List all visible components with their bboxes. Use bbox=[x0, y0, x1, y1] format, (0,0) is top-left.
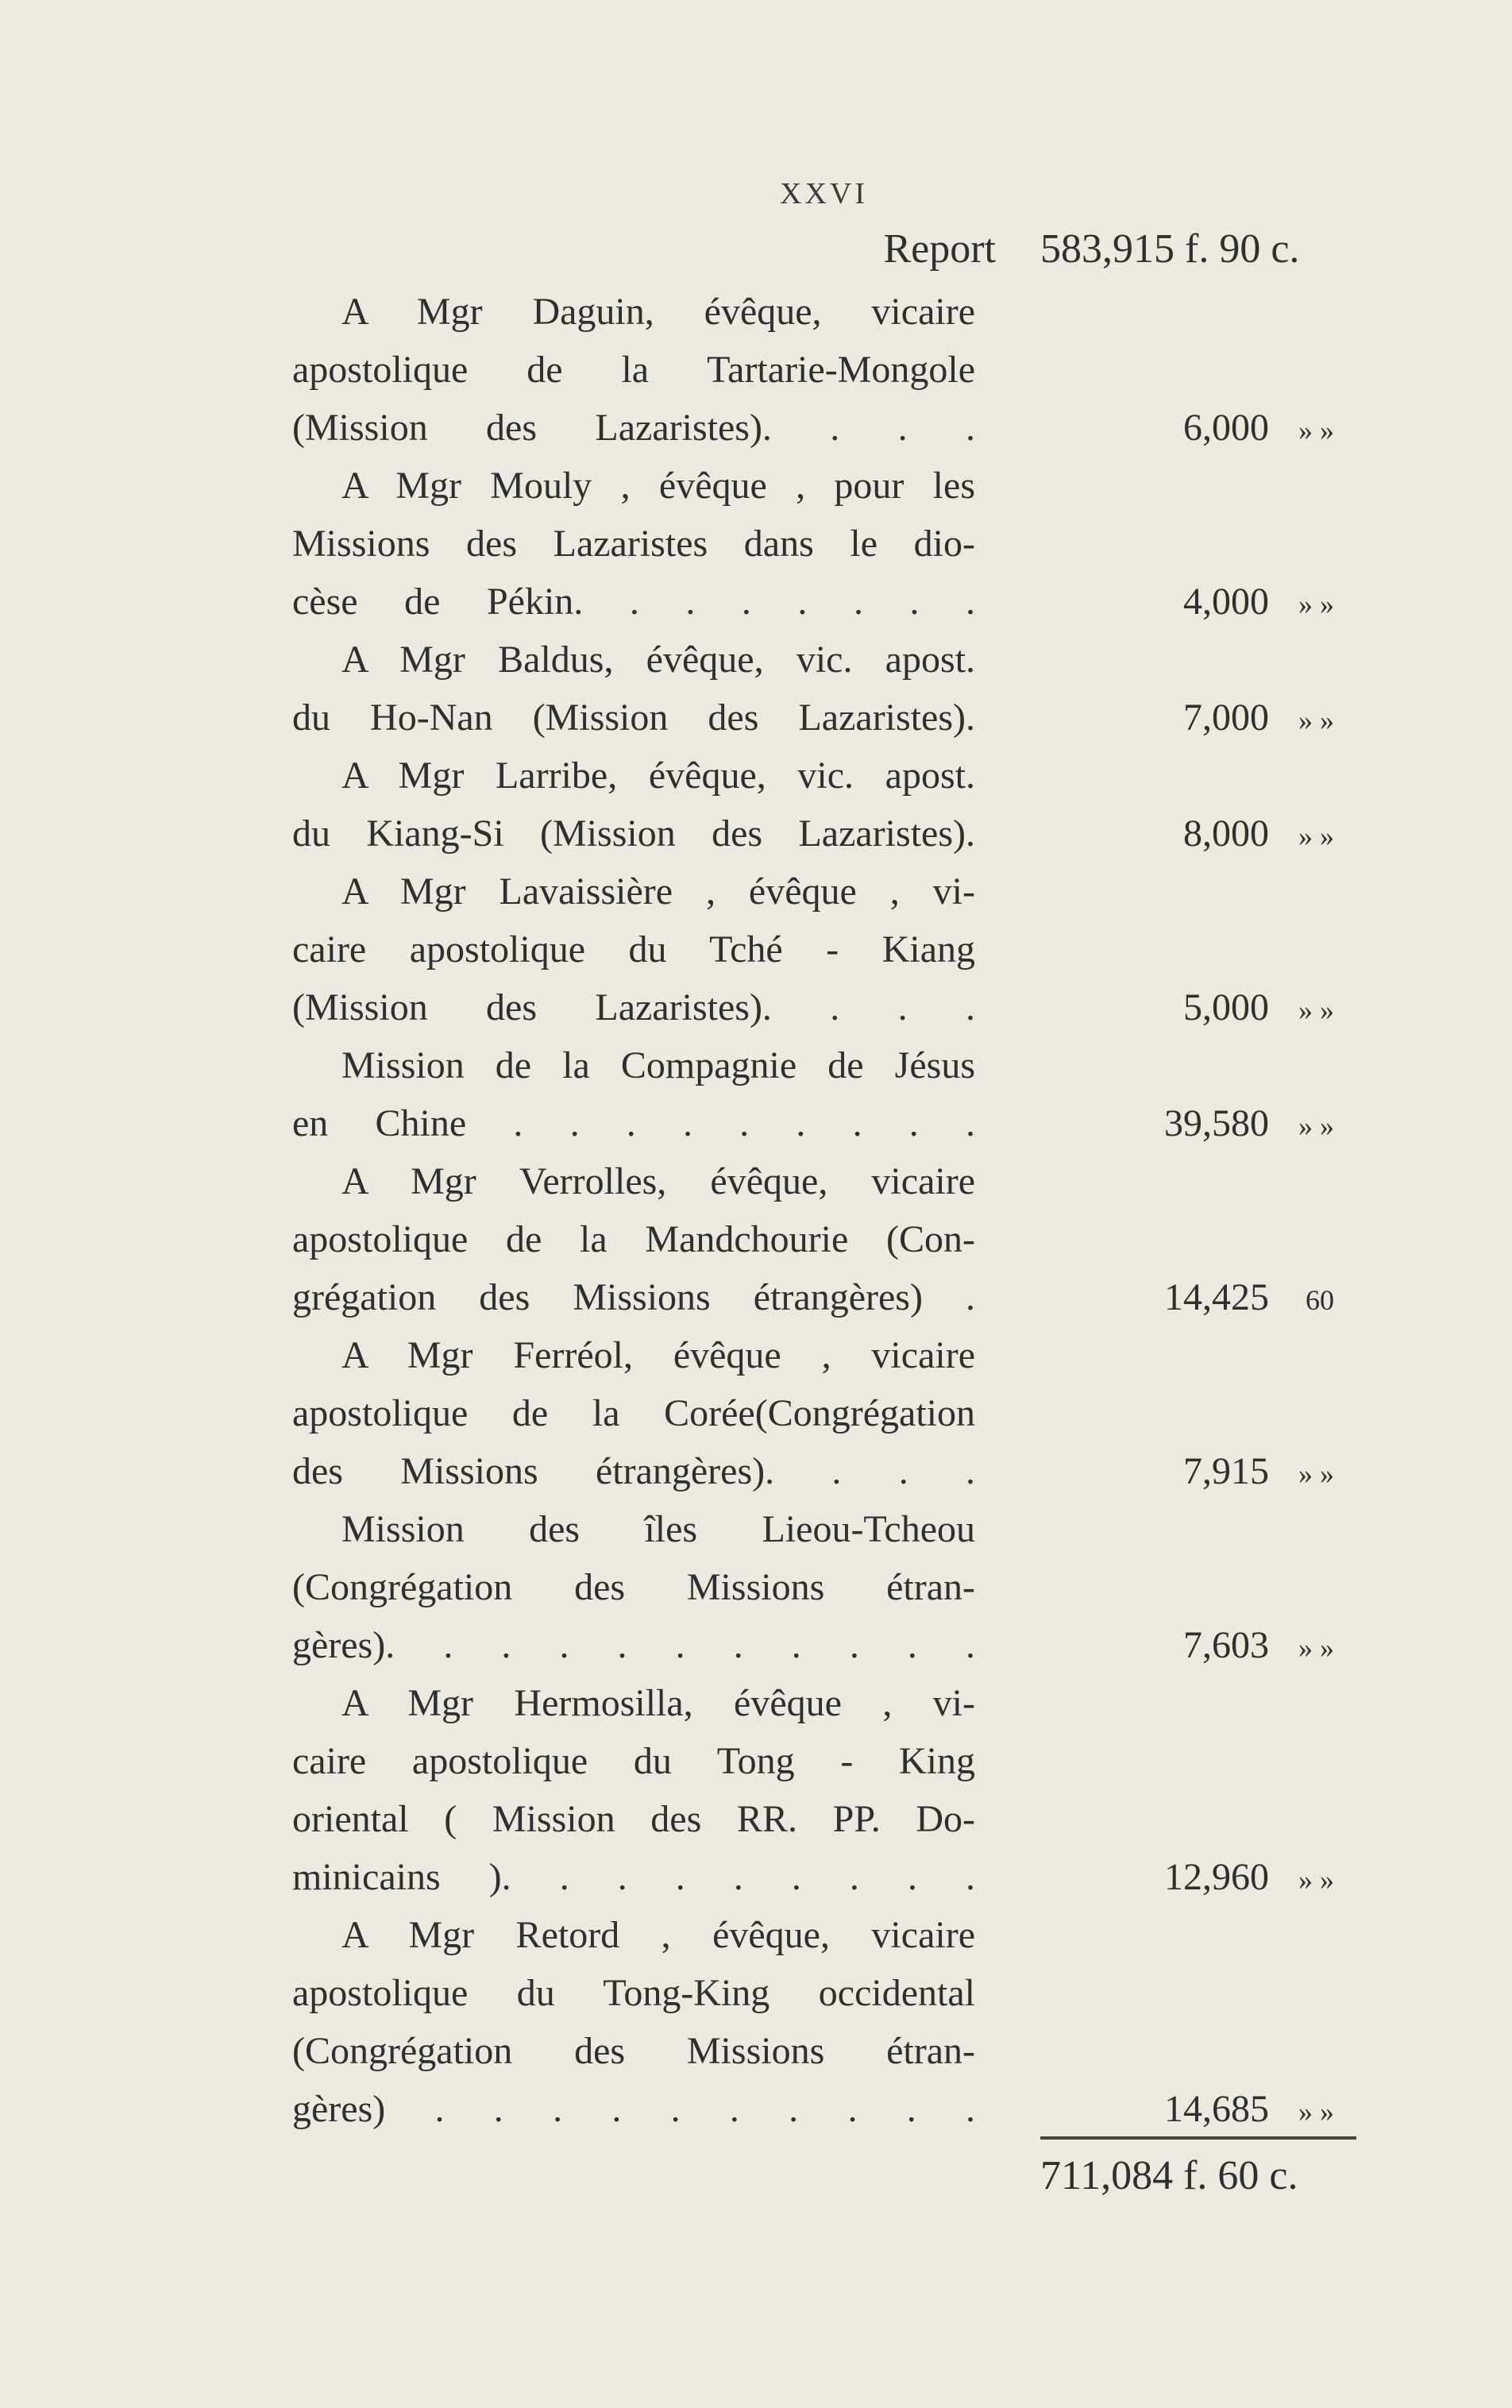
entry-text-line: A Mgr Verrolles, évêque, vicaire bbox=[341, 1160, 975, 1202]
entry-text-line: cèse de Pékin. . . . . . . . bbox=[292, 581, 975, 623]
total-rule bbox=[1040, 2136, 1356, 2140]
folio-number: XXVI bbox=[780, 177, 868, 210]
entry bbox=[292, 747, 1334, 862]
entry-text-line: (Mission des Lazaristes). . . . bbox=[292, 986, 975, 1028]
amount-centimes: » » bbox=[1298, 1458, 1334, 1490]
entry-text-line: gères) . . . . . . . . . . bbox=[292, 2088, 975, 2130]
entry-amount bbox=[1102, 399, 1340, 457]
amount-centimes: » » bbox=[1298, 1110, 1334, 1142]
entry-text-line: en Chine . . . . . . . . . bbox=[292, 1102, 975, 1144]
entry-text-line: A Mgr Ferréol, évêque , vicaire bbox=[341, 1334, 975, 1376]
entry-text-line: A Mgr Daguin, évêque, vicaire bbox=[341, 291, 975, 333]
entry bbox=[292, 1036, 1334, 1152]
entry-text-line: A Mgr Hermosilla, évêque , vi- bbox=[341, 1682, 975, 1724]
entry-text-line: (Mission des Lazaristes). . . . bbox=[292, 407, 975, 449]
entry-amount bbox=[1102, 805, 1340, 862]
amount-francs: 14,425 bbox=[1164, 1276, 1269, 1318]
entry bbox=[292, 1500, 1334, 1674]
entry-text-line: A Mgr Larribe, évêque, vic. apost. bbox=[341, 754, 975, 797]
amount-centimes: » » bbox=[1298, 2096, 1334, 2128]
entry-amount bbox=[1102, 978, 1340, 1036]
amount-francs: 7,603 bbox=[1183, 1624, 1269, 1666]
amount-centimes: » » bbox=[1298, 704, 1334, 736]
entry-amount bbox=[1102, 2080, 1340, 2138]
entry-text-line: A Mgr Retord , évêque, vicaire bbox=[341, 1914, 975, 1956]
entry-text-line: (Congrégation des Missions étran- bbox=[292, 2030, 975, 2072]
entry-text-line: du Kiang-Si (Mission des Lazaristes). bbox=[292, 812, 975, 855]
entry bbox=[292, 457, 1334, 631]
entry-amount bbox=[1102, 1848, 1340, 1906]
entry-text-line: grégation des Missions étrangères) . bbox=[292, 1276, 975, 1318]
total-amount: 711,084 f. 60 c. bbox=[1040, 2153, 1298, 2198]
amount-francs: 39,580 bbox=[1164, 1102, 1269, 1144]
entry-text-line: apostolique de la Corée(Congrégation bbox=[292, 1392, 975, 1434]
entry-text-line: apostolique de la Tartarie-Mongole bbox=[292, 349, 975, 391]
entry-amount bbox=[1102, 1268, 1340, 1326]
amount-francs: 5,000 bbox=[1183, 986, 1269, 1028]
entry bbox=[292, 1326, 1334, 1500]
amount-francs: 14,685 bbox=[1164, 2088, 1269, 2130]
amount-francs: 8,000 bbox=[1183, 812, 1269, 855]
amount-centimes: 60 bbox=[1306, 1284, 1334, 1316]
entry-text-line: A Mgr Lavaissière , évêque , vi- bbox=[341, 870, 975, 913]
amount-centimes: » » bbox=[1298, 588, 1334, 620]
entry bbox=[292, 283, 1334, 457]
entry-text-line: apostolique de la Mandchourie (Con- bbox=[292, 1218, 975, 1260]
amount-francs: 4,000 bbox=[1183, 581, 1269, 623]
amount-centimes: » » bbox=[1298, 1632, 1334, 1664]
entry bbox=[292, 631, 1334, 747]
amount-centimes: » » bbox=[1298, 415, 1334, 446]
entry-text-line: des Missions étrangères). . . . bbox=[292, 1450, 975, 1492]
entry bbox=[292, 1906, 1334, 2138]
report-amount: 583,915 f. 90 c. bbox=[1040, 226, 1300, 272]
entry-amount bbox=[1102, 1442, 1340, 1500]
entry-amount bbox=[1102, 1616, 1340, 1674]
report-label: Report bbox=[883, 226, 996, 272]
entry-text-line: oriental ( Mission des RR. PP. Do- bbox=[292, 1798, 975, 1840]
entry-text-line: minicains ). . . . . . . . . bbox=[292, 1856, 975, 1898]
entry bbox=[292, 1674, 1334, 1906]
entry-amount bbox=[1102, 1094, 1340, 1152]
entry-text-line: Missions des Lazaristes dans le dio- bbox=[292, 523, 975, 565]
amount-francs: 12,960 bbox=[1164, 1856, 1269, 1898]
entry bbox=[292, 862, 1334, 1036]
entry-text-line: (Congrégation des Missions étran- bbox=[292, 1566, 975, 1608]
entry-text-line: A Mgr Baldus, évêque, vic. apost. bbox=[341, 639, 975, 681]
entry-text-line: gères). . . . . . . . . . . bbox=[292, 1624, 975, 1666]
entry-amount bbox=[1102, 689, 1340, 747]
entry-amount bbox=[1102, 573, 1340, 631]
entry bbox=[292, 1152, 1334, 1326]
entry-text-line: Mission des îles Lieou-Tcheou bbox=[341, 1508, 975, 1550]
entry-text-line: caire apostolique du Tong - King bbox=[292, 1740, 975, 1782]
entry-text-line: A Mgr Mouly , évêque , pour les bbox=[341, 465, 975, 507]
amount-centimes: » » bbox=[1298, 1864, 1334, 1896]
entry-text-line: Mission de la Compagnie de Jésus bbox=[341, 1044, 975, 1086]
entry-text-line: du Ho-Nan (Mission des Lazaristes). bbox=[292, 697, 975, 739]
amount-centimes: » » bbox=[1298, 994, 1334, 1026]
amount-francs: 7,915 bbox=[1183, 1450, 1269, 1492]
entry-text-line: caire apostolique du Tché - Kiang bbox=[292, 928, 975, 971]
entry-list bbox=[292, 283, 1334, 2138]
amount-centimes: » » bbox=[1298, 820, 1334, 852]
amount-francs: 6,000 bbox=[1183, 407, 1269, 449]
entry-text-line: apostolique du Tong-King occidental bbox=[292, 1972, 975, 2014]
amount-francs: 7,000 bbox=[1183, 697, 1269, 739]
